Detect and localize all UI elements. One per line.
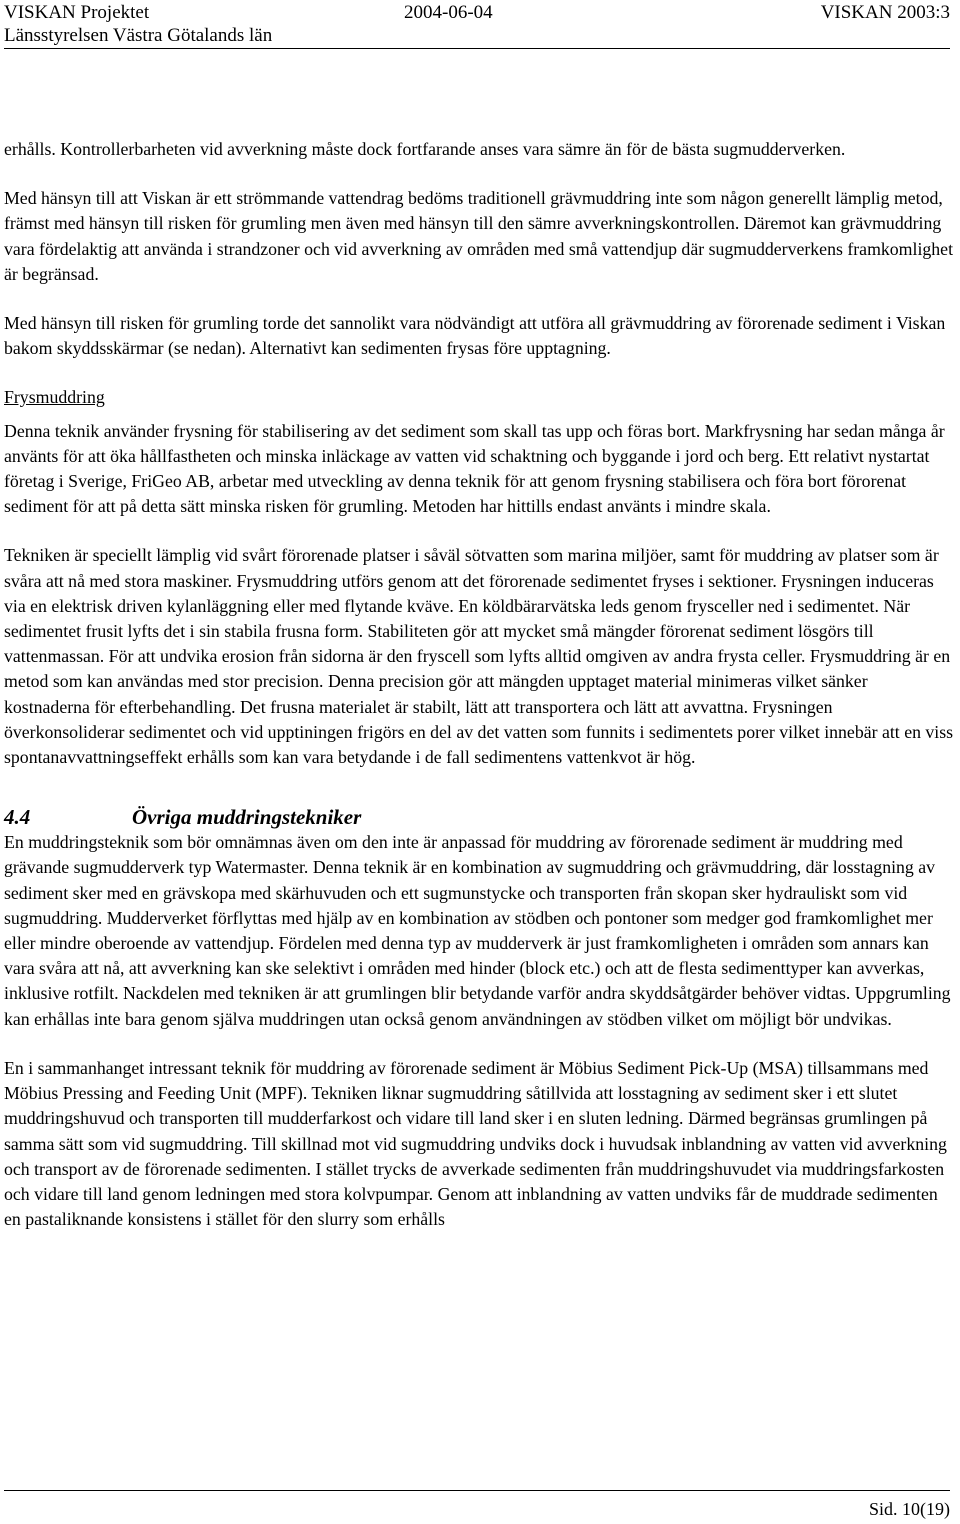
page-header <box>4 0 950 49</box>
section-number: 4.4 <box>4 805 31 830</box>
paragraph-gravmuddring: Med hänsyn till att Viskan är ett strömmande vattendrag bedöms traditionell grävmuddring inte som någon generellt lämplig metod, främst med hänsyn till risken för grumling men även med hänsyn till den sämre avverkningskontrollen. Däremot kan grävmuddring vara fördelaktig att använda i strandzoner och vid avverkning av områden med små vattendjup där sugmudderverkens framkomlighet är begränsad. <box>4 188 954 284</box>
section-heading <box>4 794 954 830</box>
paragraph-mobius: En i sammanhanget intressant teknik för muddring av förorenade sediment är Möbius Sediment Pick-Up (MSA) tillsammans med Möbius Pressing and Feeding Unit (MPF). Tekniken liknar sugmuddring såtillvida att losstagning av sediment sker i ett slutet muddringshuvud och transporten till mudderfarkost och vidare till land sker i en sluten ledning. Därmed begränsas grumlingen på samma sätt som vid sugmuddring. Till skillnad mot vid sugmuddring undviks dock i huvudsak inblandning av vatten vid avverkning och transport av de förorenade sedimenten. I stället trycks de avverkade sedimenten från muddringshuvudet via muddringsfarkosten och vidare till land genom ledningen med stora kolvpumpar. Genom att inblandning av vatten undviks får de muddrade sedimenten en pastaliknande konsistens i stället för den slurry som erhålls <box>4 1057 947 1230</box>
footer-divider <box>4 1490 950 1491</box>
paragraph-continuation: erhålls. Kontrollerbarheten vid avverkning måste dock fortfarande anses vara sämre än för de bästa sugmudderverken. <box>4 139 846 159</box>
header-row-2 <box>4 23 950 46</box>
page-number: Sid. 10(19) <box>869 1499 950 1519</box>
paragraph-grumling: Med hänsyn till risken för grumling torde det sannolikt vara nödvändigt att utföra all grävmuddring av förorenade sediment i Viskan bakom skyddsskärmar (se nedan). Alternativt kan sedimenten frysas före upptagning. <box>4 313 946 359</box>
section-title: Övriga muddringstekniker <box>132 805 362 830</box>
header-row-1 <box>4 0 950 23</box>
subheading-frysmuddring: Frysmuddring <box>4 387 105 408</box>
header-project: VISKAN Projektet <box>4 2 150 23</box>
document-body <box>4 137 954 1256</box>
header-doc-id: VISKAN 2003:3 <box>820 2 950 23</box>
header-org: Länsstyrelsen Västra Götalands län <box>4 25 273 46</box>
paragraph-frysmuddring-intro: Denna teknik använder frysning för stabilisering av det sediment som skall tas upp och föras bort. Markfrysning har sedan många år använts för att öka hållfastheten och minska inläckage av vatten vid schaktning och byggande i jord och berg. Ett relativt nystartat företag i Sverige, FriGeo AB, arbetar med utveckling av denna teknik för att genom frysning stabilisera och föra bort förorenat sediment för att på detta sätt minska risken för grumling. Metoden har hittills endast använts i mindre skala. <box>4 420 945 517</box>
header-date: 2004-06-04 <box>404 2 493 23</box>
paragraph-watermaster: En muddringsteknik som bör omnämnas även om den inte är anpassad för muddring av förorenade sediment är muddring med grävande sugmudderverk typ Watermaster. Denna teknik är en kombination av sugmuddring och grävmuddring, där losstagning av sediment sker med en grävskopa med skärhuvuden och ett sugmunstycke och transporten från skopan sker hydrauliskt som vid sugmuddring. Mudderverket förflyttas med hjälp av en kombination av stödben och pontoner som medger god framkomlighet mer eller mindre oberoende av vattendjup. Fördelen med denna typ av mudderverk är just framkomligheten i områden som annars kan vara svåra att nå, att avverkning kan ske selektivt i områden med hinder (block etc.) och att de flesta sedimenttyper kan avverkas, inklusive rotfilt. Nackdelen med tekniken är att grumlingen blir betydande varför andra skyddsåtgärder behöver vidtas. Uppgrumling kan erhållas inte bara genom själva muddringen utan också genom användningen av stödben vilket om möjligt bör undvikas. <box>4 832 951 1029</box>
paragraph-frysmuddring-details: Tekniken är speciellt lämplig vid svårt förorenade platser i såväl sötvatten som marina miljöer, samt för muddring av platser som är svåra att nå med stora maskiner. Frysmuddring utförs genom att det förorenade sedimentet fryses i sektioner. Frysningen induceras via en elektrisk driven kylanläggning eller med flytande kväve. En köldbärarvätska leds genom frysceller ned i sedimentet. När sedimentet frusit lyfts det i sin stabila frusna form. Stabiliteten gör att mycket små mängder förorenat sediment lösgörs till vattenmassan. För att undvika erosion från sidorna är den fryscell som lyfts alltid omgiven av andra frysta celler. Frysmuddring är en metod som kan användas med stor precision. Denna precision gör att mängden upptaget material minimeras vilket sänker kostnaderna för efterbehandling. Det frusna materialet är stabilt, lätt att transportera och lätt att avvattna. Frysningen överkonsoliderar sedimentet och vid upptiningen frigörs en del av det vatten som funnits i sedimentets porer vilket innebär att en viss spontanavvattningseffekt erhålls som kan vara betydande i de fall sedimentens vattenkvot är hög. <box>4 545 954 768</box>
